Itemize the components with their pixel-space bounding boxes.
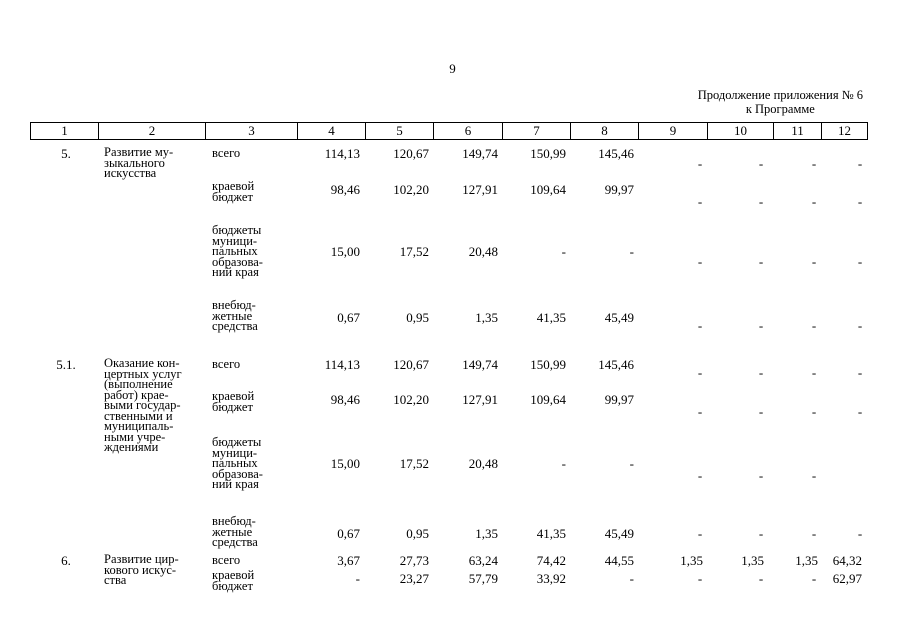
source-label-line: бюджеты <box>212 223 262 237</box>
source-label-line: краевой <box>212 179 255 193</box>
cell-value: 3,67 <box>337 553 360 568</box>
source-label-line: внебюд- <box>212 298 256 312</box>
source-label-line: муници- <box>212 233 258 248</box>
cell-value: 149,74 <box>462 146 498 161</box>
cell-value: - <box>561 456 566 471</box>
source-label <box>212 300 258 332</box>
source-label <box>212 359 240 370</box>
cell-value: 33,92 <box>536 571 566 586</box>
row-name-line: Развитие цир- <box>104 552 179 566</box>
cell-value: - <box>811 365 817 380</box>
cell-value: 57,79 <box>468 571 498 586</box>
header-col-5: 5 <box>366 123 434 139</box>
cell-value: 109,64 <box>530 392 566 407</box>
appendix-caption <box>698 88 863 116</box>
cell-value: 45,49 <box>604 526 634 541</box>
cell-value: 44,55 <box>604 553 634 568</box>
cell-value: 20,48 <box>468 244 498 259</box>
source-label <box>212 555 240 566</box>
row-name-line: (выполнение <box>104 377 173 391</box>
source-label-line: краевой <box>212 568 255 582</box>
cell-value: - <box>697 526 703 541</box>
cell-value: 114,13 <box>324 146 360 161</box>
header-col-10: 10 <box>708 123 774 139</box>
source-label-line: средства <box>212 535 258 549</box>
cell-value: 62,97 <box>832 571 862 586</box>
cell-value: - <box>697 156 703 171</box>
source-label-line: бюджет <box>212 399 253 414</box>
source-label-line: жетные <box>212 524 253 539</box>
cell-value: - <box>697 571 703 586</box>
row-number: 5. <box>61 146 71 161</box>
cell-value: 150,99 <box>530 357 566 372</box>
row-name-line: работ) крае- <box>104 387 169 402</box>
cell-value: 98,46 <box>330 182 360 197</box>
source-label <box>212 391 254 412</box>
cell-value: 63,24 <box>468 553 498 568</box>
cell-value: - <box>857 404 863 419</box>
cell-value: - <box>857 194 863 209</box>
cell-value: 150,99 <box>530 146 566 161</box>
cell-value: 99,97 <box>604 182 634 197</box>
row-name-line: ждениями <box>104 440 159 454</box>
row-name <box>104 147 173 179</box>
cell-value: 1,35 <box>680 553 703 568</box>
header-col-2: 2 <box>99 123 206 139</box>
source-label-line: всего <box>212 553 241 567</box>
cell-value: - <box>857 365 863 380</box>
cell-value: 23,27 <box>399 571 429 586</box>
cell-value: - <box>811 468 817 483</box>
cell-value: 145,46 <box>598 357 634 372</box>
cell-value: 1,35 <box>795 553 818 568</box>
page-number: 9 <box>449 61 456 76</box>
cell-value: 114,13 <box>324 357 360 372</box>
cell-value: - <box>811 571 817 586</box>
cell-value: 120,67 <box>393 146 429 161</box>
cell-value: - <box>811 318 817 333</box>
source-label-line: бюджет <box>212 189 253 204</box>
cell-value: 41,35 <box>536 526 566 541</box>
source-label-line: муници- <box>212 445 258 460</box>
source-label-line: пальных <box>212 244 258 258</box>
cell-value: 17,52 <box>399 456 429 471</box>
cell-value: 64,32 <box>832 553 862 568</box>
cell-value: - <box>811 526 817 541</box>
cell-value: 0,95 <box>406 526 429 541</box>
cell-value: - <box>697 254 703 269</box>
source-label-line: бюджеты <box>212 435 262 449</box>
header-col-4: 4 <box>298 123 366 139</box>
cell-value: 1,35 <box>475 526 498 541</box>
header-col-8: 8 <box>571 123 639 139</box>
cell-value: 27,73 <box>399 553 429 568</box>
appendix-line-2: к Программе <box>745 102 815 116</box>
cell-value: 145,46 <box>598 146 634 161</box>
cell-value: - <box>758 194 764 209</box>
cell-value: 120,67 <box>393 357 429 372</box>
cell-value: - <box>811 404 817 419</box>
appendix-line-1: Продолжение приложения № 6 <box>697 88 863 102</box>
source-label <box>212 570 254 591</box>
source-label-line: средства <box>212 319 258 333</box>
row-name-line: ными учре- <box>104 429 166 444</box>
cell-value: - <box>758 468 764 483</box>
cell-value: 15,00 <box>330 244 360 259</box>
cell-value: - <box>697 194 703 209</box>
row-name-line: Развитие му- <box>104 145 174 159</box>
cell-value: - <box>697 365 703 380</box>
source-label-line: краевой <box>212 389 255 403</box>
cell-value: - <box>697 318 703 333</box>
header-col-9: 9 <box>639 123 708 139</box>
cell-value: 20,48 <box>468 456 498 471</box>
cell-value: - <box>811 254 817 269</box>
cell-value: - <box>857 254 863 269</box>
header-col-1: 1 <box>31 123 99 139</box>
row-name-line: искусства <box>104 166 157 180</box>
source-label <box>212 437 263 490</box>
source-label-line: внебюд- <box>212 514 256 528</box>
cell-value: 98,46 <box>330 392 360 407</box>
source-label-line: бюджет <box>212 578 253 593</box>
cell-value: 102,20 <box>393 392 429 407</box>
header-col-12: 12 <box>838 123 851 138</box>
source-label <box>212 181 254 202</box>
row-name-line: Оказание кон- <box>104 356 180 370</box>
row-name-line: выми государ- <box>104 398 181 412</box>
cell-value: - <box>629 244 634 259</box>
source-label-line: образова- <box>212 466 263 481</box>
header-col-3: 3 <box>206 123 298 139</box>
row-name-line: ственными и <box>104 408 173 423</box>
source-label-line: ний края <box>212 477 259 491</box>
row-number: 6. <box>61 553 71 568</box>
cell-value: 102,20 <box>393 182 429 197</box>
source-label-line: жетные <box>212 308 253 323</box>
cell-value: - <box>758 318 764 333</box>
cell-value: 41,35 <box>536 310 566 325</box>
cell-value: 1,35 <box>741 553 764 568</box>
cell-value: - <box>758 526 764 541</box>
cell-value: - <box>811 156 817 171</box>
cell-value: - <box>758 254 764 269</box>
cell-value: - <box>561 244 566 259</box>
source-label-line: образова- <box>212 254 263 269</box>
row-name-line: муниципаль- <box>104 419 174 433</box>
cell-value: - <box>857 156 863 171</box>
cell-value: - <box>697 404 703 419</box>
cell-value: 109,64 <box>530 182 566 197</box>
source-label-line: пальных <box>212 456 258 470</box>
cell-value: - <box>758 156 764 171</box>
source-label-line: всего <box>212 146 241 160</box>
cell-value: 149,74 <box>462 357 498 372</box>
source-label <box>212 148 240 159</box>
row-name-line: ства <box>104 573 127 587</box>
cell-value: - <box>758 365 764 380</box>
row-name <box>104 358 182 453</box>
cell-value: 15,00 <box>330 456 360 471</box>
cell-value: 74,42 <box>536 553 566 568</box>
cell-value: 1,35 <box>475 310 498 325</box>
cell-value: - <box>857 526 863 541</box>
source-label-line: ний края <box>212 265 259 279</box>
cell-value: - <box>697 468 703 483</box>
cell-value: 127,91 <box>462 392 498 407</box>
cell-value: 0,95 <box>406 310 429 325</box>
cell-value: 127,91 <box>462 182 498 197</box>
cell-value: - <box>758 571 764 586</box>
source-label <box>212 225 263 278</box>
row-name-line: цертных услуг <box>104 366 182 381</box>
header-col-11: 11 <box>774 123 822 139</box>
source-label <box>212 516 258 548</box>
cell-value: - <box>857 318 863 333</box>
header-col-6: 6 <box>434 123 503 139</box>
cell-value: - <box>758 404 764 419</box>
row-number: 5.1. <box>56 357 76 372</box>
cell-value: - <box>629 456 634 471</box>
cell-value: 0,67 <box>337 310 360 325</box>
cell-value: 99,97 <box>604 392 634 407</box>
row-name <box>104 554 179 586</box>
row-name-line: зыкального <box>104 155 165 170</box>
cell-value: - <box>355 571 360 586</box>
cell-value: 0,67 <box>337 526 360 541</box>
table-header-row <box>30 122 868 140</box>
row-name-line: кового искус- <box>104 562 177 577</box>
cell-value: 45,49 <box>604 310 634 325</box>
source-label-line: всего <box>212 357 241 371</box>
cell-value: - <box>811 194 817 209</box>
cell-value: - <box>629 571 634 586</box>
header-col-7: 7 <box>503 123 571 139</box>
cell-value: 17,52 <box>399 244 429 259</box>
